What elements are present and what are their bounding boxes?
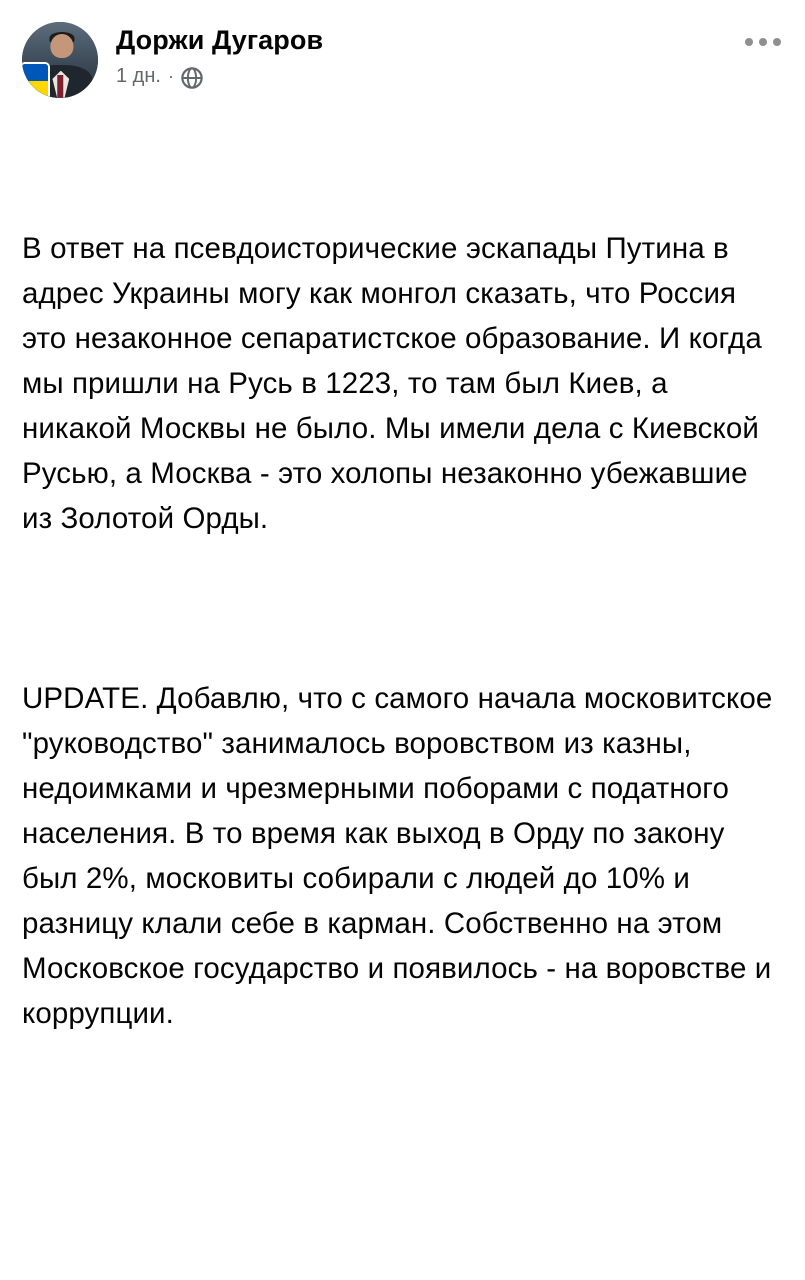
flag-yellow-stripe <box>22 81 48 98</box>
avatar[interactable] <box>22 22 98 98</box>
avatar-tie <box>57 75 63 98</box>
author-name[interactable]: Доржи Дугаров <box>116 25 324 55</box>
post-header <box>22 18 783 110</box>
post-meta <box>116 65 323 88</box>
post-text <box>22 136 783 1126</box>
dot-1 <box>745 38 753 46</box>
post-header-text <box>116 18 323 88</box>
meta-separator: · <box>167 66 174 87</box>
post-timestamp[interactable]: 1 дн. <box>116 65 161 88</box>
avatar-head <box>50 34 73 58</box>
flag-blue-stripe <box>22 64 48 81</box>
dot-2 <box>759 38 767 46</box>
ukraine-flag-badge-icon <box>22 64 48 98</box>
post-paragraph: UPDATE. Добавлю, что с самого начала московитское "руководство" занималось воровством из казны, недоимками и чрезмерными поборами с податного населения. В то время как выход в Орду по закону был 2%, московиты собирали с людей до 10% и разницу клали себе в карман. Собственно на этом Московское государство и появилось - на воровстве и коррупции. <box>22 682 781 1030</box>
dot-3 <box>773 38 781 46</box>
globe-icon[interactable] <box>181 67 203 89</box>
post-paragraph: В ответ на псевдоисторические эскапады Путина в адрес Украины могу как монгол сказать, что Россия это незаконное сепаратистское образование. И когда мы пришли на Русь в 1223, то там был Киев, а никакой Москвы не было. Мы имели дела с Киевской Русью, а Москва - это холопы незаконно убежавшие из Золотой Орды. <box>22 232 771 535</box>
more-options-icon[interactable] <box>745 38 781 46</box>
